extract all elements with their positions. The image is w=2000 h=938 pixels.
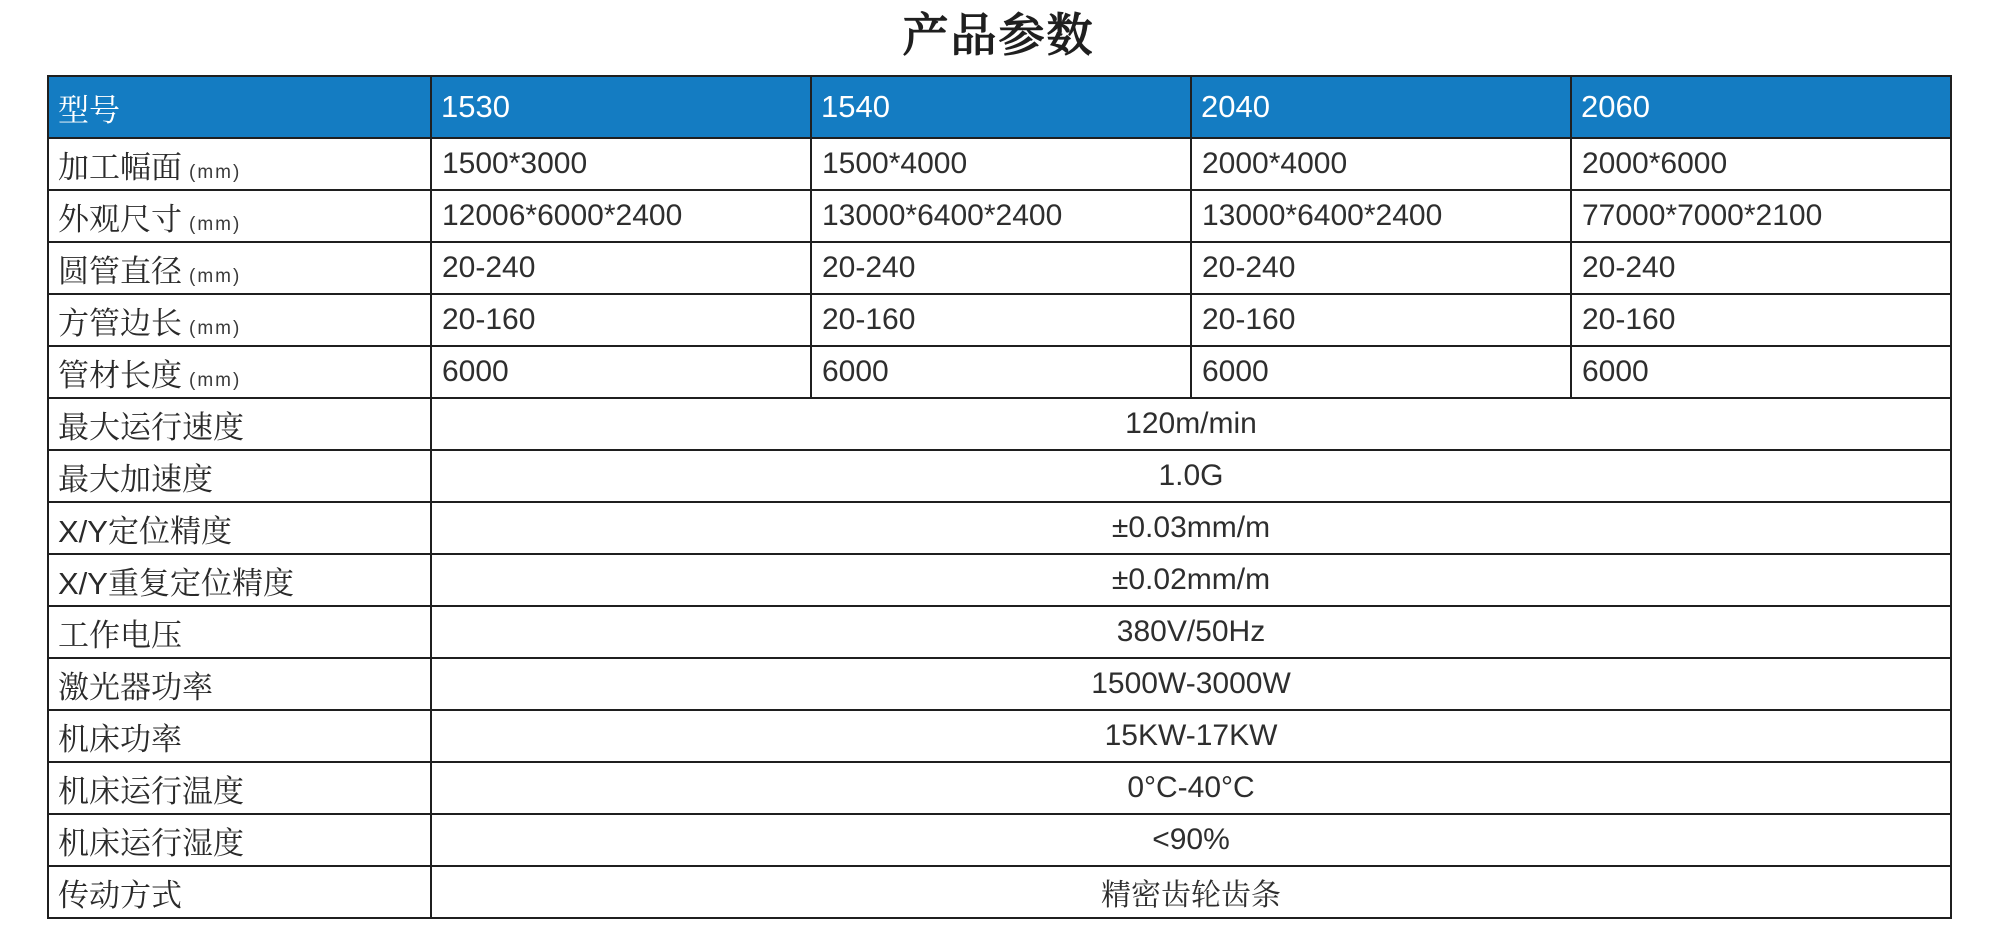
spec-value-cell: 20-160 <box>1571 294 1951 346</box>
spec-value-cell: 2000*6000 <box>1571 138 1951 190</box>
spec-label-cell: 机床运行湿度 <box>48 814 431 866</box>
spec-merged-value-cell: 精密齿轮齿条 <box>431 866 1951 918</box>
spec-label: 圆管直径 <box>58 253 182 289</box>
table-row <box>48 138 1951 190</box>
header-model-2040: 2040 <box>1191 76 1571 138</box>
spec-label: 管材长度 <box>58 357 182 393</box>
spec-value-cell: 6000 <box>431 346 811 398</box>
spec-merged-value-cell: 1500W-3000W <box>431 658 1951 710</box>
spec-value-cell: 1500*3000 <box>431 138 811 190</box>
spec-merged-value-cell: <90% <box>431 814 1951 866</box>
spec-merged-value-cell: ±0.02mm/m <box>431 554 1951 606</box>
table-row <box>48 762 1951 814</box>
table-row <box>48 242 1951 294</box>
table-row <box>48 554 1951 606</box>
spec-value-cell: 6000 <box>811 346 1191 398</box>
spec-value-cell: 6000 <box>1571 346 1951 398</box>
product-specs-table <box>47 75 1952 919</box>
header-model-1530: 1530 <box>431 76 811 138</box>
spec-label-cell <box>48 138 431 190</box>
table-row <box>48 814 1951 866</box>
spec-label-cell: 激光器功率 <box>48 658 431 710</box>
spec-merged-value-cell: ±0.03mm/m <box>431 502 1951 554</box>
spec-value-cell: 20-240 <box>431 242 811 294</box>
spec-label: 加工幅面 <box>58 149 182 185</box>
spec-merged-value-cell: 0°C-40°C <box>431 762 1951 814</box>
table-row <box>48 606 1951 658</box>
table-row <box>48 346 1951 398</box>
spec-label-cell: 最大加速度 <box>48 450 431 502</box>
spec-label-cell: 传动方式 <box>48 866 431 918</box>
spec-value-cell: 77000*7000*2100 <box>1571 190 1951 242</box>
spec-merged-value-cell: 15KW-17KW <box>431 710 1951 762</box>
spec-unit: (mm) <box>189 369 242 391</box>
page-title: 产品参数 <box>902 9 1095 61</box>
spec-value-cell: 13000*6400*2400 <box>1191 190 1571 242</box>
table-row <box>48 294 1951 346</box>
spec-value-cell: 20-160 <box>1191 294 1571 346</box>
spec-merged-value-cell: 380V/50Hz <box>431 606 1951 658</box>
table-header-row <box>48 76 1951 138</box>
table-row <box>48 658 1951 710</box>
spec-label-cell <box>48 190 431 242</box>
table-row <box>48 866 1951 918</box>
spec-unit: (mm) <box>189 265 242 287</box>
spec-label-cell: X/Y重复定位精度 <box>48 554 431 606</box>
spec-unit: (mm) <box>189 213 242 235</box>
header-model-1540: 1540 <box>811 76 1191 138</box>
header-model-label: 型号 <box>48 76 431 138</box>
spec-label-cell: 机床运行温度 <box>48 762 431 814</box>
spec-value-cell: 13000*6400*2400 <box>811 190 1191 242</box>
spec-value-cell: 20-160 <box>431 294 811 346</box>
spec-value-cell: 2000*4000 <box>1191 138 1571 190</box>
spec-unit: (mm) <box>189 317 242 339</box>
spec-value-cell: 6000 <box>1191 346 1571 398</box>
spec-value-cell: 20-240 <box>811 242 1191 294</box>
spec-merged-value-cell: 1.0G <box>431 450 1951 502</box>
table-row <box>48 502 1951 554</box>
spec-label-cell: 最大运行速度 <box>48 398 431 450</box>
spec-label-cell: 机床功率 <box>48 710 431 762</box>
spec-label-cell <box>48 346 431 398</box>
spec-value-cell: 12006*6000*2400 <box>431 190 811 242</box>
spec-merged-value-cell: 120m/min <box>431 398 1951 450</box>
table-row <box>48 398 1951 450</box>
spec-label-cell <box>48 294 431 346</box>
spec-label: 外观尺寸 <box>58 201 182 237</box>
spec-label-cell: X/Y定位精度 <box>48 502 431 554</box>
table-row <box>48 190 1951 242</box>
spec-value-cell: 20-160 <box>811 294 1191 346</box>
table-row <box>48 710 1951 762</box>
spec-unit: (mm) <box>189 161 242 183</box>
spec-label: 方管边长 <box>58 305 182 341</box>
spec-value-cell: 20-240 <box>1191 242 1571 294</box>
spec-value-cell: 20-240 <box>1571 242 1951 294</box>
table-row <box>48 450 1951 502</box>
header-model-2060: 2060 <box>1571 76 1951 138</box>
spec-label-cell: 工作电压 <box>48 606 431 658</box>
spec-value-cell: 1500*4000 <box>811 138 1191 190</box>
spec-label-cell <box>48 242 431 294</box>
